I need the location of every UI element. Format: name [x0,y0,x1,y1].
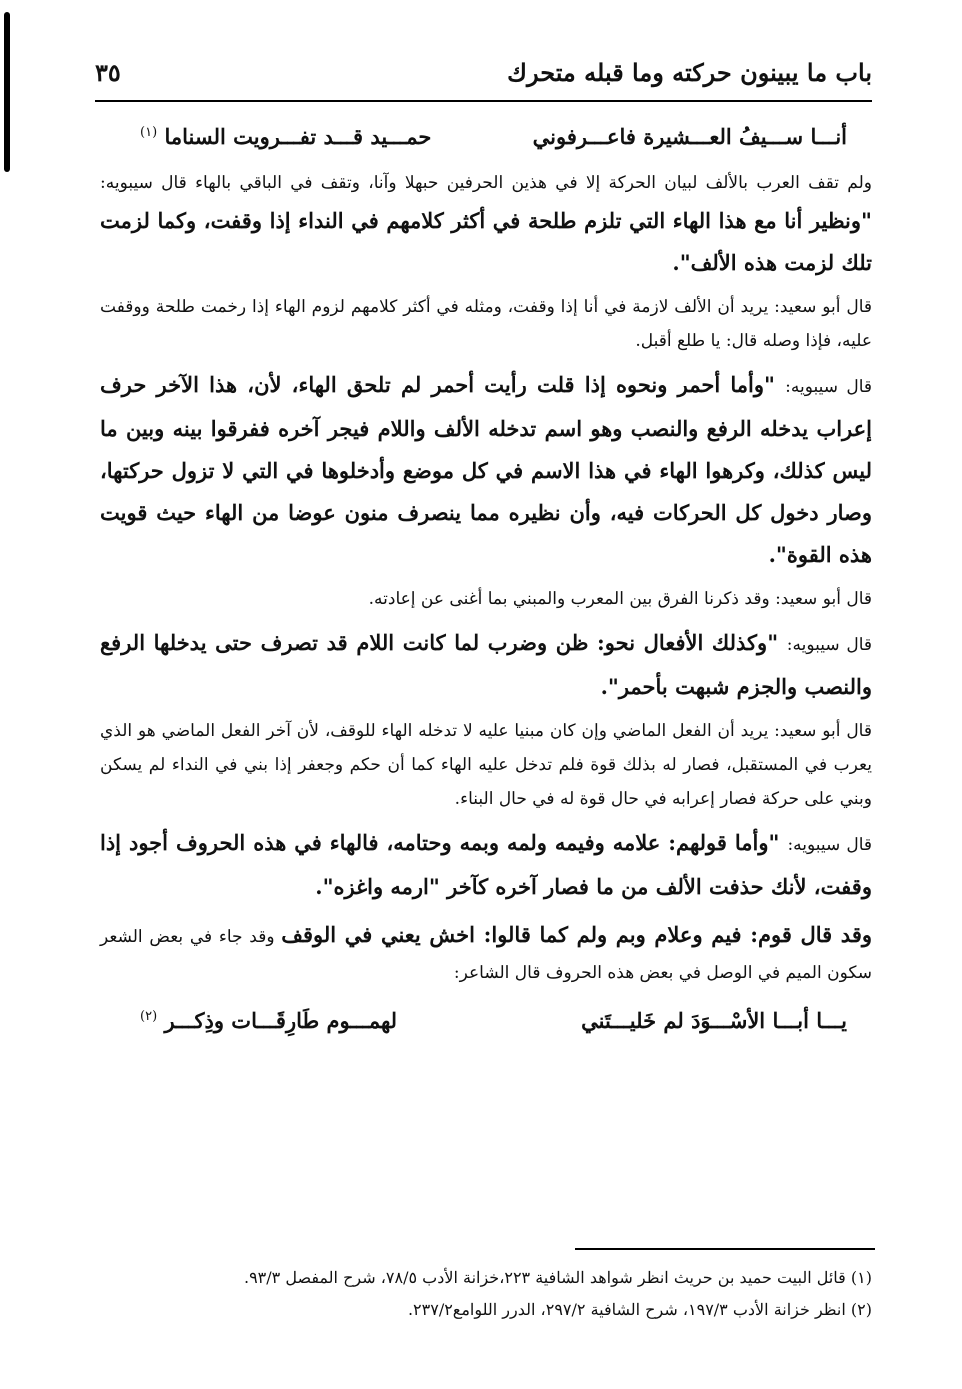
page-number: ٣٥ [95,58,121,87]
paragraph-4: قال أبو سعيد: وقد ذكرنا الفرق بين المعرب والمبني بما أغنى عن إعادته. [368,589,872,609]
page-header [95,58,872,98]
verse-1-first-hemistich: أنـــا ســـيفُ العـــشيرة فاعـــرفوني [532,124,847,149]
page-body [100,112,872,1050]
verse-2 [100,996,872,1050]
footnote-ref-1: (١) [140,125,158,140]
paragraph-6: قال أبو سعيد: يريد أن الفعل الماضي وإن كان مبنيا عليه لا تدخله الهاء للوقف، لأن آخر الفعل الماضي هو الذي يعرب في المستقبل، فصار له بذلك قوة فلم تدخل عليه الهاء كما أن حكم وجعفر إذا بني في النداء لم يسكن وبني على حركة فصار إعرابه في حال قوة له في حال البناء. [100,721,872,809]
verse-2-first-hemistich: يـــا أبـــا الأسْـــوَدَ لم خَليـــتَني [581,1008,847,1033]
chapter-title: باب ما يبينون حركته وما قبله متحرك [507,58,872,87]
quote-1: "ونظير أنا مع هذا الهاء التي تلزم طلحة في أكثر كلامهم في النداء إذا وقفت، وكما لزمت تلك لزمت هذه الألف". [100,208,872,275]
footnote-rule [575,1248,875,1250]
paragraph-3: قال سيبويه: "وأما أحمر ونحوه إذا قلت رأيت أحمر لم تلحق الهاء، لأن، هذا الآخر حرف إعراب يدخله الرفع والنصب وهو اسم تدخله الألف واللام فيجر آخره ففرقوا بينه وبين ما ليس كذلك، وكرهوا الهاء في هذا الاسم في كل موضع وأدخلوها في التي لا تزول حركتها، وصار دخول كل الحركات فيه، وأن نظيره مما ينصرف منون عوضا من الهاء حيث قويت هذه القوة". [100,372,872,567]
paragraph-8: وقد قال قوم: فيم وعلام وبم ولم كما قالوا: اخش يعني في الوقف وقد جاء في بعض الشعر سكون الميم في الوصل في بعض هذه الحروف قال الشاعر: [100,922,873,983]
verse-1 [100,112,872,166]
footnote-2: (٢) انظر خزانة الأدب ١٩٧/٣، شرح الشافية ٢٩٧/٢، الدرر اللوامع٢٣٧/٢. [407,1300,872,1319]
quote-5: وقد قال قوم: فيم وعلام وبم ولم كما قالوا: اخش يعني في الوقف [281,922,873,947]
quote-3: "وكذلك الأفعال نحو: ظن وضرب لما كانت اللام قد تصرف حتى يدخلها الرفع والنصب والجزم شبهت بأحمر". [100,630,872,699]
header-rule [95,100,872,102]
scan-edge-mark [4,12,10,172]
footnote-ref-2: (٢) [140,1009,158,1024]
quote-4: "وأما قولهم: علامه وفيمه ولمه وبمه وحتامه، فالهاء في هذه الحروف أجود إذا وقفت، لأنك حذفت الألف من ما فصار آخره كآخر "ارمه واغزه". [100,830,872,899]
paragraph-1: ولم تقف العرب بالألف لبيان الحركة إلا في هذين الحرفين حبهلا وآنا، وتقف في الباقي بالهاء قال سيبويه: "ونظير أنا مع هذا الهاء التي تلزم طلحة في أكثر كلامهم في النداء إذا وقفت، وكما لزمت تلك لزمت هذه الألف". [100,173,872,275]
paragraph-5: قال سيبويه: "وكذلك الأفعال نحو: ظن وضرب لما كانت اللام قد تصرف حتى يدخلها الرفع والنصب والجزم شبهت بأحمر". [100,630,873,699]
paragraph-7: قال سيبويه: "وأما قولهم: علامه وفيمه ولمه وبمه وحتامه، فالهاء في هذه الحروف أجود إذا وقفت، لأنك حذفت الألف من ما فصار آخره كآخر "ارمه واغزه". [100,830,873,899]
verse-2-second-hemistich: لهمـــوم طَارِقَـــات وذِكـــر $^{(٢)}$ [140,1008,398,1033]
footnotes [100,1262,872,1326]
quote-2: "وأما أحمر ونحوه إذا قلت رأيت أحمر لم تلحق الهاء، لأن، هذا الآخر حرف إعراب يدخله الرفع والنصب وهو اسم تدخله الألف واللام فيجر آخره ففرقوا بينه وبين ما ليس كذلك، وكرهوا الهاء في هذا الاسم في كل موضع وأدخلوها في التي لا تزول حركتها، وصار دخول كل الحركات فيه، وأن نظيره مما ينصرف منون عوضا من الهاء حيث قويت هذه القوة". [100,372,872,567]
paragraph-2: قال أبو سعيد: يريد أن الألف لازمة في أنا إذا وقفت، ومثله في أكثر كلامهم لزوم الهاء إذا رخمت طلحة ووقفت عليه، فإذا وصله قال: يا طلع أقبل. [100,297,872,351]
verse-1-second-hemistich: حمـــيد قـــد تفـــرويت السناما $^{(١)}$ [140,124,432,149]
footnote-1: (١) قائل البيت حميد بن حريث انظر شواهد الشافية ٢٢٣،خزانة الأدب ٧٨/٥، شرح المفصل ٩٣/٣. [243,1268,872,1287]
